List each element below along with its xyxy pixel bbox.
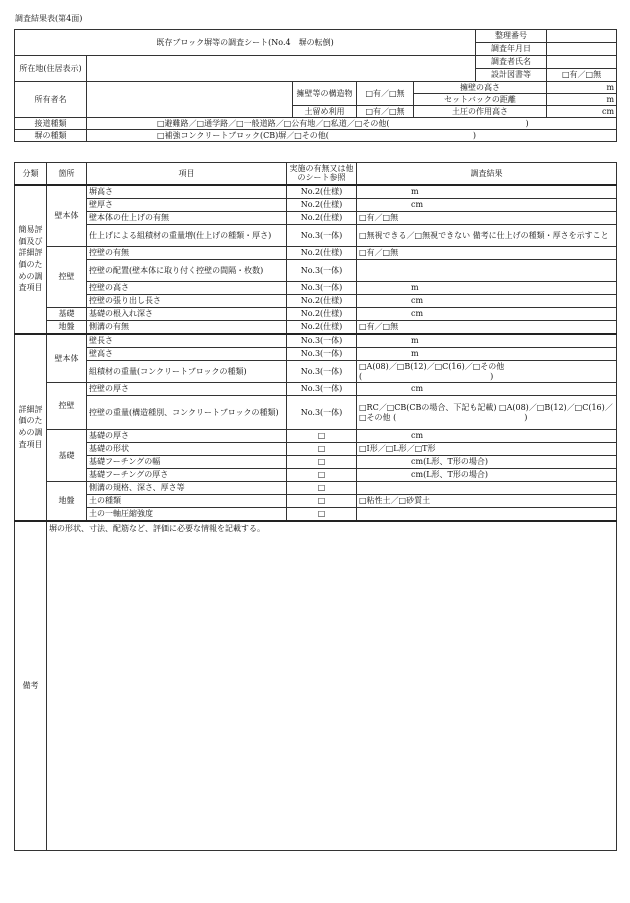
col-kekka: 調査結果 (357, 163, 617, 185)
yoheki-label: 擁壁等の構造物 (293, 82, 357, 106)
table-row (15, 443, 617, 456)
chosa-date-label: 調査年月日 (476, 43, 547, 56)
col-komoku: 項目 (87, 163, 287, 185)
setsudo-value[interactable]: □避難路／□通学路／□一般道路／□公有地／□私道／□その他( ) (87, 118, 617, 130)
col-sansho: 実施の有無又は他のシート参照 (287, 163, 357, 185)
result-field[interactable]: cm (357, 430, 617, 443)
result-field[interactable]: □有／□無 (357, 212, 617, 225)
table-row (15, 383, 617, 396)
sekkei-tosho-choice[interactable]: □有／□無 (547, 69, 617, 82)
ref-checkbox[interactable]: □ (287, 482, 357, 495)
item-label: 壁長さ (87, 334, 287, 348)
result-field[interactable]: □I形／□L形／□T形 (357, 443, 617, 456)
yoheki-takasa-unit[interactable]: m (547, 82, 617, 94)
result-field[interactable]: □有／□無 (357, 321, 617, 334)
result-field[interactable]: m (357, 282, 617, 295)
section1-group-jiban: 地盤 (47, 321, 87, 334)
item-label: 塀高さ (87, 185, 287, 199)
table-row (15, 247, 617, 260)
shoyusha-label: 所有者名 (15, 82, 87, 118)
item-label: 側溝の有無 (87, 321, 287, 334)
table-row (15, 430, 617, 443)
result-field[interactable] (357, 508, 617, 521)
result-field[interactable]: cm (357, 199, 617, 212)
item-label: 基礎フーチングの厚さ (87, 469, 287, 482)
header-table (14, 29, 617, 142)
result-field[interactable]: □粘性土／□砂質土 (357, 495, 617, 508)
table-row (15, 508, 617, 521)
result-field[interactable] (357, 260, 617, 282)
ref-value: No.2(仕様) (287, 247, 357, 260)
table-row (15, 348, 617, 361)
table-row (15, 225, 617, 247)
item-label: 基礎の厚さ (87, 430, 287, 443)
result-field[interactable]: cm(L形、T形の場合) (357, 456, 617, 469)
ref-value: No.2(仕様) (287, 212, 357, 225)
chosa-name-field[interactable] (547, 56, 617, 69)
table-row (15, 321, 617, 334)
chosa-date-field[interactable] (547, 43, 617, 56)
setback-unit[interactable]: m (547, 94, 617, 106)
ref-value: No.3(一体) (287, 396, 357, 430)
result-field[interactable] (357, 482, 617, 495)
table-row (15, 185, 617, 199)
ref-checkbox[interactable]: □ (287, 456, 357, 469)
result-field[interactable]: □有／□無 (357, 247, 617, 260)
table-row (15, 260, 617, 282)
hei-value[interactable]: □補強コンクリートブロック(CB)塀／□その他( ) (87, 130, 617, 142)
result-field[interactable]: m (357, 185, 617, 199)
ref-value: No.3(一体) (287, 361, 357, 383)
seiri-bango-label: 整理番号 (476, 30, 547, 43)
item-label: 控壁の厚さ (87, 383, 287, 396)
ref-checkbox[interactable]: □ (287, 443, 357, 456)
table-row (15, 469, 617, 482)
item-label: 壁高さ (87, 348, 287, 361)
remarks-field[interactable]: 塀の形状、寸法、配筋など、評価に必要な情報を記載する。 (47, 521, 617, 851)
ref-checkbox[interactable]: □ (287, 430, 357, 443)
table-row (15, 396, 617, 430)
ref-value: No.3(一体) (287, 260, 357, 282)
section1-group-hontai: 壁本体 (47, 185, 87, 247)
section2-group-hikae: 控壁 (47, 383, 87, 430)
table-row (15, 295, 617, 308)
result-field[interactable]: □A(08)／□B(12)／□C(16)／□その他 ( ) (357, 361, 617, 383)
item-label: 土の種類 (87, 495, 287, 508)
sheet-title: 既存ブロック塀等の調査シート(No.4 塀の転倒) (15, 30, 476, 56)
dodome-choice[interactable]: □有／□無 (357, 106, 414, 118)
item-label: 壁厚さ (87, 199, 287, 212)
ref-value: No.3(一体) (287, 334, 357, 348)
ref-value: No.2(仕様) (287, 295, 357, 308)
item-label: 側溝の規格、深さ、厚さ等 (87, 482, 287, 495)
result-field[interactable]: cm (357, 308, 617, 321)
setback-label: セットバックの距離 (414, 94, 547, 106)
item-label: 控壁の張り出し長さ (87, 295, 287, 308)
col-kasho: 箇所 (47, 163, 87, 185)
ref-checkbox[interactable]: □ (287, 469, 357, 482)
table-row (15, 282, 617, 295)
section2-group-jiban: 地盤 (47, 482, 87, 521)
item-label: 土の一軸圧縮強度 (87, 508, 287, 521)
table-row (15, 212, 617, 225)
item-label: 基礎の根入れ深さ (87, 308, 287, 321)
table-row (15, 199, 617, 212)
section2-group-hontai: 壁本体 (47, 334, 87, 383)
result-field[interactable]: m (357, 348, 617, 361)
page-label: 調査結果表(第4面) (15, 14, 83, 23)
table-row (15, 495, 617, 508)
item-label: 壁本体の仕上げの有無 (87, 212, 287, 225)
ref-value: No.2(仕様) (287, 308, 357, 321)
section2-category: 詳細評価のための調査項目 (15, 334, 47, 521)
ref-value: No.3(一体) (287, 282, 357, 295)
chosa-name-label: 調査者氏名 (476, 56, 547, 69)
hei-label: 塀の種類 (15, 130, 87, 142)
table-row (15, 482, 617, 495)
table-row (15, 334, 617, 348)
table-row (15, 456, 617, 469)
seiri-bango-field[interactable] (547, 30, 617, 43)
doatsu-unit[interactable]: cm (547, 106, 617, 118)
setsudo-label: 接道種類 (15, 118, 87, 130)
ref-value: No.3(一体) (287, 348, 357, 361)
table-row (15, 308, 617, 321)
ref-checkbox[interactable]: □ (287, 508, 357, 521)
ref-value: No.2(仕様) (287, 321, 357, 334)
sekkei-tosho-label: 設計図書等 (476, 69, 547, 82)
result-field[interactable]: cm (357, 383, 617, 396)
col-bunrui: 分類 (15, 163, 47, 185)
ref-value: No.3(一体) (287, 383, 357, 396)
ref-value: No.2(仕様) (287, 199, 357, 212)
remarks-row (15, 521, 617, 851)
remarks-label: 備考 (15, 521, 47, 851)
table-row (15, 361, 617, 383)
section1-group-kiso: 基礎 (47, 308, 87, 321)
result-field[interactable]: cm(L形、T形の場合) (357, 469, 617, 482)
section1-category: 簡易評価及び詳細評価のための調査項目 (15, 185, 47, 334)
item-table (14, 162, 617, 851)
item-label: 組積材の重量(コンクリートブロックの種類) (87, 361, 287, 383)
shozaichi-field[interactable] (87, 56, 476, 82)
item-label: 控壁の配置(壁本体に取り付く控壁の間隔・枚数) (87, 260, 287, 282)
result-field[interactable]: cm (357, 295, 617, 308)
shozaichi-label: 所在地(住居表示) (15, 56, 87, 82)
doatsu-label: 土圧の作用高さ (414, 106, 547, 118)
ref-value: No.2(仕様) (287, 185, 357, 199)
section2-group-kiso: 基礎 (47, 430, 87, 482)
result-field[interactable]: □RC／□CB(CBの場合、下記も記載) □A(08)／□B(12)／□C(16)／□その他 ( ) (357, 396, 617, 430)
yoheki-takasa-label: 擁壁の高さ (414, 82, 547, 94)
item-label: 基礎フーチングの幅 (87, 456, 287, 469)
section1-group-hikae: 控壁 (47, 247, 87, 308)
dodome-label: 土留め利用 (293, 106, 357, 118)
yoheki-choice[interactable]: □有／□無 (357, 82, 414, 106)
item-label: 仕上げによる組積材の重量増(仕上げの種類・厚さ) (87, 225, 287, 247)
result-field[interactable]: □無視できる／□無視できない 備考に仕上げの種類・厚さを示すこと (357, 225, 617, 247)
item-label: 控壁の高さ (87, 282, 287, 295)
result-field[interactable]: m (357, 334, 617, 348)
item-label: 控壁の重量(構造種別、コンクリートブロックの種類) (87, 396, 287, 430)
item-label: 控壁の有無 (87, 247, 287, 260)
shoyusha-field[interactable] (87, 82, 293, 118)
item-label: 基礎の形状 (87, 443, 287, 456)
ref-value: No.3(一体) (287, 225, 357, 247)
ref-checkbox[interactable]: □ (287, 495, 357, 508)
